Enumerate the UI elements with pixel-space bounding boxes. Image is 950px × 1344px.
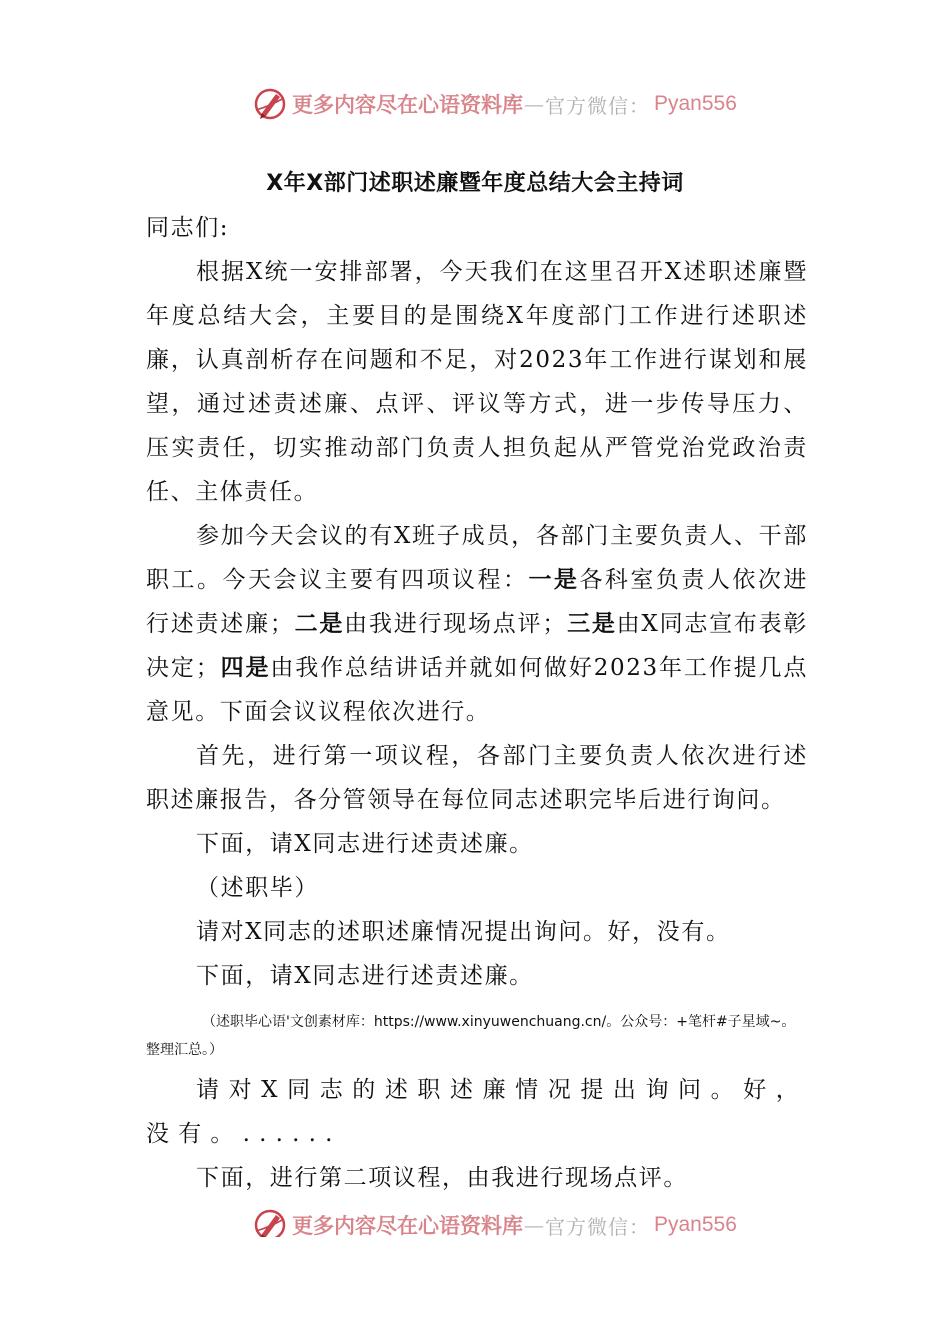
agenda-item-4-label: 四是 — [220, 655, 271, 681]
banner-wechat-id: Pyan556 — [654, 92, 737, 115]
paragraph-3: 首先，进行第一项议程，各部门主要负责人依次进行述职述廉报告，各分管领导在每位同志述职完毕后进行询问。 — [146, 743, 808, 813]
agenda-item-1-text: 各科室负责人依次进行述责述廉； — [146, 567, 809, 637]
footer-banner — [252, 1203, 737, 1237]
footer-dash: — — [524, 1213, 544, 1237]
document-body — [146, 206, 808, 1200]
paragraph-7: 下面，请X同志进行述责述廉。 — [196, 963, 534, 989]
agenda-item-3-label: 三是 — [566, 611, 617, 637]
agenda-item-2-label: 二是 — [294, 611, 345, 637]
header-banner — [252, 84, 737, 124]
paragraph-9: 下面，进行第二项议程，由我进行现场点评。 — [196, 1165, 688, 1191]
paragraph-4: 下面，请X同志进行述责述廉。 — [196, 831, 534, 857]
paragraph-2-intro: 参加今天会议的有X班子成员，各部门主要负责人、干部职工。今天会议主要有四项议程： — [146, 523, 808, 593]
salutation: 同志们: — [146, 215, 230, 241]
footer-wechat-id: Pyan556 — [654, 1213, 737, 1236]
paragraph-2 — [146, 514, 808, 734]
source-note: （述职毕心语'文创素材库：https://www.xinyuwenchuang.cn/。公众号：+笔杆#子星域~。整理汇总。） — [146, 1014, 796, 1058]
footer-wechat-label: 官方微信： — [545, 1214, 650, 1237]
agenda-item-1-label: 一是 — [528, 567, 580, 593]
agenda-item-2-text: 由我进行现场点评； — [344, 611, 567, 637]
document-title: X年X部门述职述廉暨年度总结大会主持词 — [266, 171, 684, 196]
banner-dash: — — [524, 92, 544, 116]
pen-logo-icon — [252, 1207, 288, 1237]
paragraph-5: （述职毕） — [196, 875, 319, 901]
banner-wechat-label: 官方微信： — [545, 93, 650, 118]
pen-logo-icon — [252, 86, 288, 122]
footer-brand-text: 更多内容尽在心语资料库 — [292, 1213, 523, 1237]
paragraph-1: 根据X统一安排部署，今天我们在这里召开X述职述廉暨年度总结大会，主要目的是围绕X年度部门工作进行述职述廉，认真剖析存在问题和不足，对2023年工作进行谋划和展望，通过述责述廉、点评、评议等方式，进一步传导压力、压实责任，切实推动部门负责人担负起从严管党治党政治责任、主体责任。 — [146, 259, 808, 505]
agenda-item-4-text: 由我作总结讲话并就如何做好2023年工作提几点意见。下面会议议程依次进行。 — [146, 655, 808, 725]
paragraph-6: 请对X同志的述职述廉情况提出询问。好，没有。 — [196, 919, 731, 945]
banner-brand-text: 更多内容尽在心语资料库 — [292, 92, 523, 117]
agenda-item-3-text: 由X同志宣布表彰决定； — [146, 611, 809, 681]
paragraph-8: 请对X同志的述职述廉情况提出询问。好，没有。...... — [146, 1077, 808, 1147]
